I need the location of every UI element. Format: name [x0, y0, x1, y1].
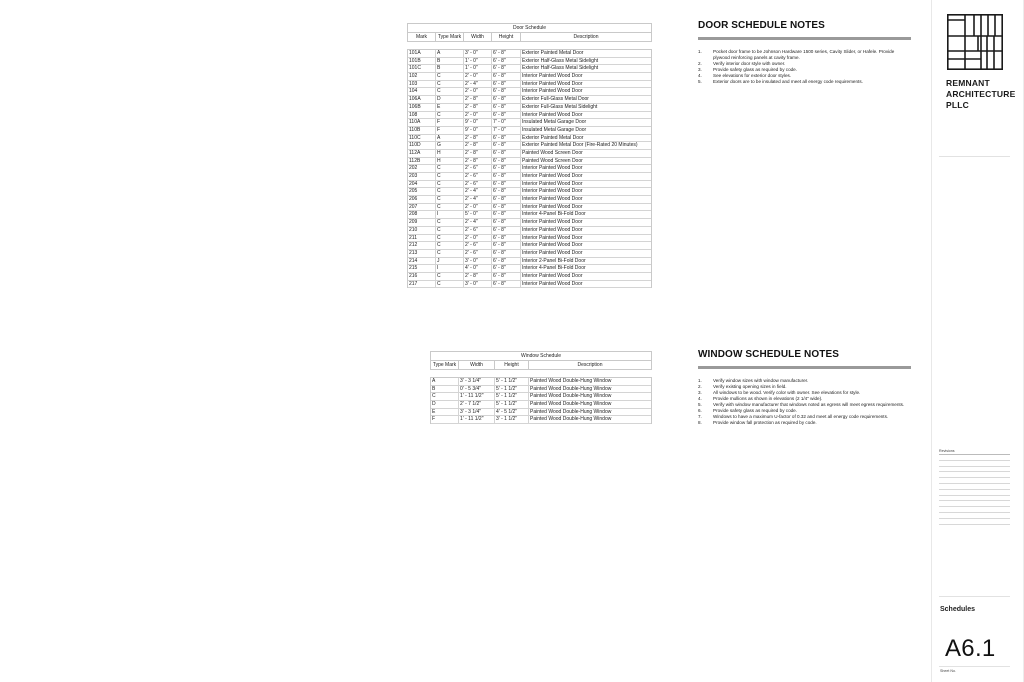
door-schedule-header: [407, 33, 652, 42]
table-cell: Interior Painted Wood Door: [522, 180, 583, 187]
note-number: 7.: [698, 414, 702, 419]
note-number: 5.: [698, 79, 702, 84]
table-cell: 2' - 6": [464, 242, 492, 249]
table-cell: 2' - 4": [464, 219, 492, 226]
table-cell: 209: [408, 219, 436, 226]
note-text: Pocket door frame to be Johnson Hardware 1500 series, Cavity Slider, or Hafele. Provide plywood reinforcing panels at cavity frame.: [713, 49, 895, 60]
table-cell: 2' - 6": [464, 173, 492, 180]
table-cell: Painted Wood Double-Hung Window: [530, 416, 612, 423]
table-cell: 6' - 8": [492, 196, 521, 203]
table-row: [408, 158, 651, 166]
divider: [939, 666, 1010, 667]
table-cell: 102: [408, 73, 436, 80]
revisions-block: [939, 449, 1010, 525]
note-number: 4.: [698, 396, 702, 401]
table-cell: 208: [408, 211, 436, 218]
table-row: [408, 204, 651, 212]
table-cell: 2' - 4": [464, 196, 492, 203]
window-schedule-notes: [698, 349, 911, 426]
table-cell: 2' - 6": [464, 181, 492, 188]
table-cell: 2' - 7 1/2": [459, 401, 495, 408]
table-cell: 3' - 0": [464, 50, 492, 57]
note-text: Verify window sizes with window manufacturer.: [713, 378, 809, 383]
column-header-description: Description: [577, 362, 603, 368]
table-row: [408, 50, 651, 58]
table-cell: 3' - 0": [464, 258, 492, 265]
table-cell: J: [436, 258, 464, 265]
table-cell: 6' - 8": [492, 250, 521, 257]
table-cell: G: [436, 142, 464, 149]
note-number: 3.: [698, 67, 702, 72]
table-row: [431, 416, 651, 424]
note-number: 3.: [698, 390, 702, 395]
table-cell: 5' - 0": [464, 211, 492, 218]
table-cell: 2' - 6": [464, 227, 492, 234]
table-cell: B: [431, 386, 459, 393]
table-cell: D: [431, 401, 459, 408]
window-notes-list: [698, 378, 911, 426]
table-cell: 6' - 8": [492, 219, 521, 226]
table-row: [408, 265, 651, 273]
table-cell: H: [436, 150, 464, 157]
table-cell: 2' - 0": [464, 112, 492, 119]
table-row: [408, 73, 651, 81]
table-cell: 112A: [408, 150, 436, 157]
table-cell: 5' - 1 1/2": [495, 401, 529, 408]
column-header-mark: Mark: [408, 33, 436, 41]
table-cell: Interior 4-Panel Bi-Fold Door: [522, 265, 586, 272]
table-row: [408, 188, 651, 196]
table-row: [408, 211, 651, 219]
window-schedule-header: [430, 361, 652, 370]
table-cell: 212: [408, 242, 436, 249]
table-cell: Interior Painted Wood Door: [522, 280, 583, 287]
table-cell: 1' - 11 1/2": [459, 393, 495, 400]
table-cell: 110A: [408, 119, 436, 126]
table-row: [408, 250, 651, 258]
sheet-no-label: Sheet No.: [940, 669, 956, 673]
table-row: [408, 150, 651, 158]
table-cell: 6' - 8": [492, 258, 521, 265]
table-row: [408, 258, 651, 266]
table-cell: 6' - 8": [492, 158, 521, 165]
table-cell: Interior Painted Wood Door: [522, 73, 583, 80]
table-cell: C: [436, 219, 464, 226]
table-row: [408, 96, 651, 104]
table-cell: 1' - 0": [464, 65, 492, 72]
table-cell: C: [436, 235, 464, 242]
table-cell: 214: [408, 258, 436, 265]
table-cell: Painted Wood Double-Hung Window: [530, 408, 612, 415]
table-cell: 6' - 8": [492, 112, 521, 119]
table-cell: 6' - 8": [492, 165, 521, 172]
table-cell: Painted Wood Double-Hung Window: [530, 401, 612, 408]
table-cell: 101C: [408, 65, 436, 72]
table-cell: B: [436, 65, 464, 72]
table-cell: 106A: [408, 96, 436, 103]
table-cell: A: [436, 50, 464, 57]
note-text: Windows to have a maximum U-factor of 0.32 and meet all energy code requirements.: [713, 414, 889, 419]
table-cell: Interior 2-Panel Bi-Fold Door: [522, 257, 586, 264]
table-cell: C: [436, 188, 464, 195]
column-header-width: Width: [459, 361, 495, 369]
column-header-description: Description: [573, 34, 599, 40]
table-cell: C: [436, 181, 464, 188]
table-cell: 3' - 1 1/2": [495, 416, 529, 423]
column-header-type-mark: Type Mark: [431, 361, 459, 369]
table-cell: 2' - 8": [464, 96, 492, 103]
note-item: [698, 49, 911, 61]
heading-rule: [698, 366, 911, 369]
table-row: [408, 65, 651, 73]
table-cell: 213: [408, 250, 436, 257]
table-row: [431, 409, 651, 417]
table-row: [408, 235, 651, 243]
table-cell: Insulated Metal Garage Door: [522, 119, 587, 126]
table-cell: C: [436, 273, 464, 280]
door-notes-list: [698, 49, 911, 85]
divider: [939, 156, 1010, 157]
table-cell: 6' - 8": [492, 135, 521, 142]
table-cell: C: [436, 250, 464, 257]
note-text: Verify interior door style with owner.: [713, 61, 786, 66]
divider: [939, 596, 1010, 597]
table-cell: 1' - 0": [464, 58, 492, 65]
table-row: [431, 401, 651, 409]
table-cell: C: [436, 204, 464, 211]
table-cell: 6' - 8": [492, 65, 521, 72]
table-cell: 2' - 8": [464, 104, 492, 111]
heading-rule: [698, 37, 911, 40]
table-cell: A: [431, 378, 459, 385]
window-schedule-body: [430, 377, 652, 424]
table-cell: 106B: [408, 104, 436, 111]
table-cell: 101B: [408, 58, 436, 65]
table-cell: 3' - 0": [464, 281, 492, 288]
table-cell: 204: [408, 181, 436, 188]
column-header-height: Height: [492, 33, 521, 41]
table-cell: Interior Painted Wood Door: [522, 173, 583, 179]
table-cell: 2' - 8": [464, 158, 492, 165]
firm-name-line: PLLC: [946, 100, 969, 110]
table-cell: 2' - 8": [464, 142, 492, 149]
table-cell: Interior Painted Wood Door: [522, 249, 583, 256]
table-row: [431, 378, 651, 386]
table-row: [408, 273, 651, 281]
table-cell: Interior Painted Wood Door: [522, 234, 583, 241]
table-cell: C: [436, 227, 464, 234]
table-cell: 110D: [408, 142, 436, 149]
table-cell: C: [436, 73, 464, 80]
note-text: Verify with window manufacturer that windows noted as egress will meet egress requirements.: [713, 402, 905, 407]
table-cell: 6' - 8": [492, 58, 521, 65]
table-cell: 101A: [408, 50, 436, 57]
table-cell: 7' - 0": [492, 119, 521, 126]
table-row: [408, 281, 651, 289]
table-cell: C: [431, 393, 459, 400]
table-cell: Interior Painted Wood Door: [522, 188, 583, 195]
table-cell: E: [436, 104, 464, 111]
note-number: 1.: [698, 49, 702, 54]
table-row: [408, 88, 651, 96]
table-cell: Interior Painted Wood Door: [522, 111, 583, 118]
table-cell: E: [431, 409, 459, 416]
table-row: [408, 135, 651, 143]
table-row: [408, 58, 651, 66]
table-cell: 5' - 1 1/2": [495, 378, 529, 385]
table-cell: 4' - 5 1/2": [495, 409, 529, 416]
table-cell: 6' - 8": [492, 150, 521, 157]
table-row: [431, 386, 651, 394]
table-cell: 2' - 8": [464, 273, 492, 280]
table-cell: 7' - 0": [492, 127, 521, 134]
table-cell: Interior Painted Wood Door: [522, 88, 583, 95]
table-cell: 5' - 1 1/2": [495, 386, 529, 393]
table-cell: 6' - 8": [492, 227, 521, 234]
table-cell: 6' - 8": [492, 188, 521, 195]
table-cell: 110B: [408, 127, 436, 134]
window-notes-heading: WINDOW SCHEDULE NOTES: [698, 349, 839, 360]
table-cell: 6' - 8": [492, 81, 521, 88]
table-cell: 6' - 8": [492, 173, 521, 180]
note-number: 2.: [698, 61, 702, 66]
note-number: 8.: [698, 420, 702, 425]
table-cell: 3' - 3 1/4": [459, 378, 495, 385]
table-cell: Painted Wood Screen Door: [522, 157, 583, 164]
door-notes-heading: DOOR SCHEDULE NOTES: [698, 20, 825, 31]
table-cell: 112B: [408, 158, 436, 165]
table-cell: Exterior Painted Metal Door: [522, 134, 584, 141]
table-cell: 9' - 0": [464, 119, 492, 126]
table-row: [408, 104, 651, 112]
table-row: [408, 127, 651, 135]
table-row: [408, 227, 651, 235]
note-text: Provide safety glass as required by code.: [713, 408, 798, 413]
table-row: [408, 142, 651, 150]
table-cell: Exterior Painted Metal Door: [522, 50, 584, 56]
table-cell: I: [436, 265, 464, 272]
table-cell: 202: [408, 165, 436, 172]
sheet-number: A6.1: [945, 635, 996, 662]
window-schedule-table: [430, 351, 652, 424]
table-cell: 9' - 0": [464, 127, 492, 134]
firm-logo-icon: [947, 14, 1003, 70]
table-cell: 4' - 0": [464, 265, 492, 272]
door-schedule-title: Door Schedule: [407, 23, 652, 33]
table-row: [408, 196, 651, 204]
title-block: [931, 0, 1024, 682]
table-cell: 206: [408, 196, 436, 203]
door-schedule-notes: [698, 20, 911, 85]
table-cell: 6' - 8": [492, 265, 521, 272]
table-cell: C: [436, 242, 464, 249]
table-cell: Exterior Full-Glass Metal Sidelight: [522, 103, 598, 110]
table-cell: Painted Wood Double-Hung Window: [530, 378, 612, 384]
door-schedule-body: [407, 49, 652, 288]
revisions-label: Revisions: [939, 449, 1010, 455]
table-cell: Insulated Metal Garage Door: [522, 126, 587, 133]
table-cell: F: [431, 416, 459, 423]
table-cell: 108: [408, 112, 436, 119]
note-text: All windows to be wood. Verify color with owner. See elevations for style.: [713, 390, 861, 395]
note-text: Exterior doors are to be insulated and meet all energy code requirements.: [713, 79, 863, 84]
table-cell: 6' - 8": [492, 73, 521, 80]
table-cell: 3' - 3 1/4": [459, 409, 495, 416]
note-number: 4.: [698, 73, 702, 78]
table-cell: C: [436, 112, 464, 119]
table-cell: C: [436, 196, 464, 203]
table-cell: F: [436, 119, 464, 126]
table-cell: 211: [408, 235, 436, 242]
table-cell: 5' - 1 1/2": [495, 393, 529, 400]
door-schedule-table: [407, 23, 652, 288]
table-row: [431, 393, 651, 401]
table-cell: 217: [408, 281, 436, 288]
table-cell: D: [436, 96, 464, 103]
table-row: [408, 81, 651, 89]
table-cell: 2' - 8": [464, 150, 492, 157]
table-cell: F: [436, 127, 464, 134]
table-row: [408, 181, 651, 189]
column-header-height: Height: [495, 361, 529, 369]
table-cell: Painted Wood Double-Hung Window: [530, 393, 612, 400]
table-cell: 6' - 8": [492, 96, 521, 103]
column-header-width: Width: [464, 33, 492, 41]
revision-line: [939, 519, 1010, 525]
table-cell: 215: [408, 265, 436, 272]
note-item: [698, 79, 911, 85]
firm-name-line: ARCHITECTURE: [946, 89, 1016, 99]
table-cell: 103: [408, 81, 436, 88]
table-cell: 210: [408, 227, 436, 234]
note-item: [698, 420, 911, 426]
table-cell: Interior Painted Wood Door: [522, 196, 583, 203]
table-cell: 2' - 6": [464, 250, 492, 257]
table-cell: C: [436, 281, 464, 288]
sheet-name: Schedules: [940, 606, 976, 613]
table-cell: 207: [408, 204, 436, 211]
table-cell: 2' - 6": [464, 165, 492, 172]
note-text: Provide safety glass as required by code.: [713, 67, 798, 72]
table-cell: C: [436, 165, 464, 172]
note-number: 5.: [698, 402, 702, 407]
table-cell: H: [436, 158, 464, 165]
table-cell: 205: [408, 188, 436, 195]
table-cell: 6' - 8": [492, 235, 521, 242]
table-cell: 6' - 8": [492, 211, 521, 218]
table-cell: 6' - 8": [492, 88, 521, 95]
table-cell: 2' - 0": [464, 88, 492, 95]
table-cell: 6' - 8": [492, 104, 521, 111]
table-row: [408, 119, 651, 127]
table-cell: Interior Painted Wood Door: [522, 203, 583, 210]
table-cell: Interior 4-Panel Bi-Fold Door: [522, 211, 586, 218]
table-row: [408, 112, 651, 120]
table-row: [408, 165, 651, 173]
table-row: [408, 242, 651, 250]
table-cell: 6' - 8": [492, 142, 521, 149]
table-cell: Exterior Half-Glass Metal Sidelight: [522, 65, 599, 72]
note-text: Provide window fall protection as required by code.: [713, 420, 817, 425]
table-cell: I: [436, 211, 464, 218]
note-number: 1.: [698, 378, 702, 383]
table-cell: Painted Wood Screen Door: [522, 149, 583, 156]
column-header-type-mark: Type Mark: [436, 33, 464, 41]
table-cell: C: [436, 173, 464, 180]
table-cell: 104: [408, 88, 436, 95]
table-cell: 2' - 0": [464, 73, 492, 80]
firm-name-line: REMNANT: [946, 78, 990, 88]
table-cell: 6' - 8": [492, 204, 521, 211]
table-cell: 2' - 4": [464, 188, 492, 195]
table-cell: 6' - 8": [492, 242, 521, 249]
firm-name: [946, 78, 1015, 111]
table-cell: Interior Painted Wood Door: [522, 219, 583, 226]
table-cell: Interior Painted Wood Door: [522, 80, 583, 87]
note-number: 2.: [698, 384, 702, 389]
table-cell: Painted Wood Double-Hung Window: [530, 385, 612, 392]
table-cell: 2' - 4": [464, 81, 492, 88]
note-text: Verify existing opening sizes in field.: [713, 384, 787, 389]
table-cell: B: [436, 58, 464, 65]
table-cell: 1' - 11 1/2": [459, 416, 495, 423]
note-number: 6.: [698, 408, 702, 413]
table-row: [408, 173, 651, 181]
table-cell: 6' - 8": [492, 50, 521, 57]
table-cell: 216: [408, 273, 436, 280]
table-cell: Interior Painted Wood Door: [522, 165, 583, 172]
table-cell: Exterior Painted Metal Door (Fire-Rated 20 Minutes): [522, 142, 638, 149]
table-cell: 0' - 5 3/4": [459, 386, 495, 393]
table-row: [408, 219, 651, 227]
table-cell: C: [436, 88, 464, 95]
table-cell: A: [436, 135, 464, 142]
table-cell: 6' - 8": [492, 281, 521, 288]
table-cell: 2' - 0": [464, 235, 492, 242]
table-cell: C: [436, 81, 464, 88]
note-text: Provide mullions as shown in elevations (2 1/4" wide).: [713, 396, 823, 401]
table-cell: Interior Painted Wood Door: [522, 242, 583, 249]
table-cell: Exterior Full-Glass Metal Door: [522, 96, 589, 103]
table-cell: Exterior Half-Glass Metal Sidelight: [522, 57, 599, 64]
table-cell: 6' - 8": [492, 181, 521, 188]
note-text: See elevations for exterior door styles.: [713, 73, 792, 78]
table-cell: 6' - 8": [492, 273, 521, 280]
table-cell: 110C: [408, 135, 436, 142]
table-cell: 2' - 0": [464, 204, 492, 211]
window-schedule-title: Window Schedule: [430, 351, 652, 361]
table-cell: 203: [408, 173, 436, 180]
table-cell: 2' - 8": [464, 135, 492, 142]
table-cell: Interior Painted Wood Door: [522, 226, 583, 233]
table-cell: Interior Painted Wood Door: [522, 272, 583, 279]
